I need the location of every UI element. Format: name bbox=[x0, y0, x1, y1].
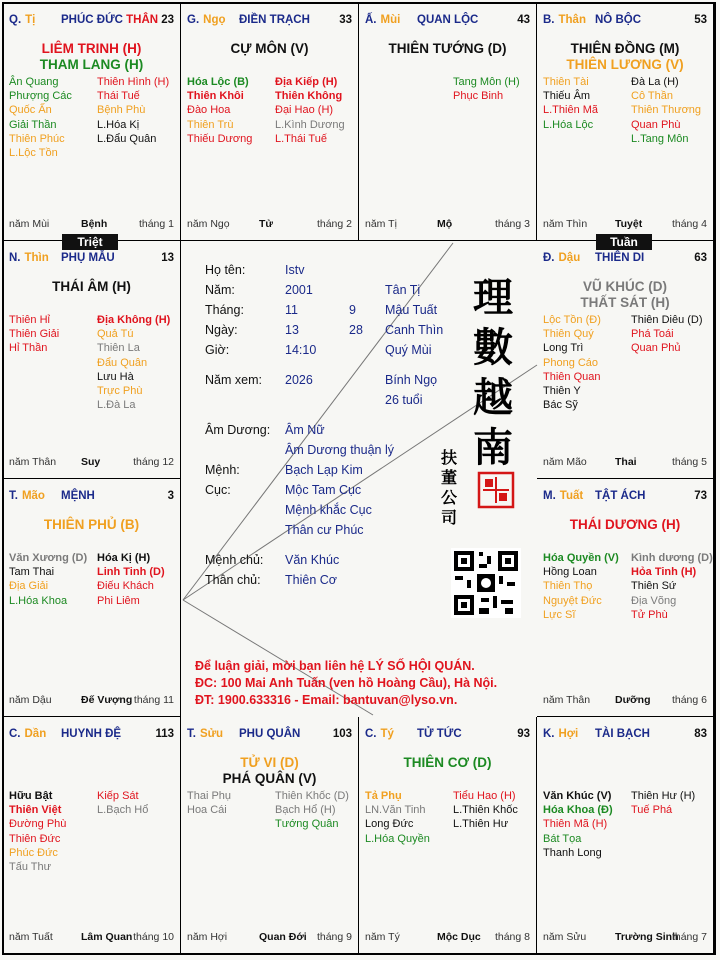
minor-star: Tả Phụ bbox=[365, 790, 402, 802]
ngay-am-value: Canh Thìn bbox=[385, 323, 444, 337]
minor-star: Giải Thần bbox=[9, 118, 57, 131]
than-chu-value: Thiên Cơ bbox=[285, 573, 337, 587]
minor-star: Thiên Quan bbox=[543, 370, 601, 383]
thang-value: 11 bbox=[285, 303, 298, 317]
palace-name-label: THIÊN DI bbox=[595, 252, 645, 264]
footer-stage: Mộc Dục bbox=[437, 931, 481, 943]
than-chu-label: Thân chủ: bbox=[205, 573, 261, 587]
ho-ten-label: Họ tên: bbox=[205, 263, 246, 277]
seal-stamp-icon bbox=[477, 471, 515, 509]
footer-stage: Dưỡng bbox=[615, 694, 651, 706]
minor-star: Địa Kiếp (H) bbox=[275, 76, 338, 88]
minor-star: Quả Tú bbox=[97, 328, 134, 341]
palace-age: 3 bbox=[167, 490, 174, 502]
footer-stage: Đế Vượng bbox=[81, 694, 133, 706]
minor-star: Địa Giải bbox=[9, 580, 49, 593]
footer-year: năm Thân bbox=[543, 694, 591, 706]
minor-star: Thiên Quý bbox=[543, 328, 594, 341]
than-cu: Thân cư Phúc bbox=[285, 523, 364, 537]
minor-star: Tuế Phá bbox=[631, 804, 673, 817]
minor-star: Phục Binh bbox=[453, 90, 504, 103]
minor-star: Trực Phù bbox=[97, 385, 143, 398]
minor-star: Thiên Phúc bbox=[9, 132, 65, 145]
chi-label: Sửu bbox=[199, 728, 223, 740]
chi-label: Tuất bbox=[559, 490, 584, 502]
minor-star: L.Thiên Khốc bbox=[453, 804, 518, 817]
footer-year: năm Mùi bbox=[9, 218, 50, 230]
palace-name-label: TẬT ÁCH bbox=[595, 490, 646, 502]
footer-stage: Quan Đới bbox=[259, 931, 307, 943]
minor-star: Bác Sỹ bbox=[543, 399, 578, 412]
can-label: Q. bbox=[9, 14, 22, 26]
minor-star: Văn Khúc (V) bbox=[543, 790, 612, 802]
palace-name-label: PHỤ MẪU bbox=[61, 252, 115, 264]
footer-month: tháng 12 bbox=[133, 456, 174, 468]
minor-star: L.Tang Môn bbox=[631, 132, 689, 145]
minor-star: Đường Phù bbox=[9, 818, 67, 831]
minor-star: Thiên Mã (H) bbox=[543, 818, 608, 831]
minor-star: Nguyệt Đức bbox=[543, 594, 602, 607]
tuan-tag: Tuần bbox=[596, 234, 652, 250]
minor-star: Phượng Các bbox=[9, 90, 72, 103]
center-info-panel bbox=[183, 243, 537, 715]
minor-star: L.Đà La bbox=[97, 399, 136, 412]
palace-name-label: PHU QUÂN bbox=[239, 728, 301, 740]
minor-star: Hữu Bật bbox=[9, 790, 53, 802]
minor-star: Cô Thần bbox=[631, 90, 673, 103]
footer-stage: Tử bbox=[259, 218, 274, 230]
footer-month: tháng 3 bbox=[494, 218, 530, 230]
palace-name-label: HUYNH ĐỆ bbox=[61, 728, 122, 740]
minor-star: Kiếp Sát bbox=[97, 790, 139, 802]
footer-year: năm Thân bbox=[9, 456, 57, 468]
palace-name-label: TỬ TỨC bbox=[417, 728, 462, 740]
contact-address: ĐC: 100 Mai Anh Tuấn (ven hồ Hoàng Cầu), Hà Nội. bbox=[195, 676, 498, 690]
minor-star: Địa Võng bbox=[631, 594, 677, 607]
palace-name-label: TÀI BẠCH bbox=[595, 728, 650, 740]
palace-age: 113 bbox=[155, 728, 174, 740]
qr-code-icon[interactable] bbox=[451, 548, 521, 618]
palace-name-label: PHÚC ĐỨC bbox=[61, 14, 123, 26]
nam-value: 2001 bbox=[285, 283, 313, 297]
nam-xem-label: Năm xem: bbox=[205, 373, 262, 387]
tuoi-value: 26 tuổi bbox=[385, 393, 423, 407]
chi-label: Thân bbox=[558, 14, 586, 26]
minor-star: L.Hóa Lộc bbox=[543, 118, 594, 131]
minor-star: Hồng Loan bbox=[543, 566, 597, 579]
minor-star: Thiên Thọ bbox=[543, 580, 593, 593]
menh-value: Bạch Lạp Kim bbox=[285, 463, 363, 477]
am-duong-label: Âm Dương: bbox=[205, 423, 271, 437]
footer-year: năm Tý bbox=[365, 931, 400, 943]
can-label: N. bbox=[9, 252, 21, 264]
minor-star: L.Hóa Quyền bbox=[365, 832, 430, 845]
footer-stage: Tuyệt bbox=[615, 218, 643, 230]
footer-month: tháng 1 bbox=[138, 218, 174, 230]
minor-star: Tử Phù bbox=[631, 608, 668, 621]
calligraphy-title bbox=[473, 273, 517, 473]
minor-star: Thiên Đức bbox=[9, 832, 61, 845]
minor-star: Thiên Việt bbox=[9, 804, 62, 817]
footer-year: năm Hợi bbox=[187, 931, 228, 943]
minor-star: Tam Thai bbox=[9, 566, 55, 579]
calligraphy-company bbox=[441, 448, 461, 528]
minor-star: L.Hóa Kị bbox=[97, 118, 140, 131]
minor-star: LN.Văn Tinh bbox=[365, 804, 426, 817]
gio-value: 14:10 bbox=[285, 343, 317, 357]
minor-star: Thái Tuế bbox=[97, 90, 140, 103]
minor-star: Bệnh Phù bbox=[97, 104, 146, 117]
palace-age: 93 bbox=[517, 728, 530, 740]
am-duong-value: Âm Nữ bbox=[285, 423, 325, 437]
minor-star: Đà La (H) bbox=[631, 76, 679, 88]
footer-month: tháng 8 bbox=[494, 931, 530, 943]
footer-year: năm Sửu bbox=[543, 931, 587, 943]
ho-ten-value: Istv bbox=[285, 263, 305, 277]
footer-stage: Lâm Quan bbox=[81, 931, 133, 943]
minor-star: Thiên Hư (H) bbox=[631, 790, 696, 802]
ngay-am-so: 28 bbox=[349, 323, 363, 337]
contact-phone-email[interactable]: ĐT: 1900.633316 - Email: bantuvan@lyso.vn. bbox=[195, 693, 458, 707]
main-star: PHÁ QUÂN (V) bbox=[222, 771, 317, 786]
menh-chu-value: Văn Khúc bbox=[285, 553, 340, 567]
footer-month: tháng 9 bbox=[316, 931, 352, 943]
footer-stage: Suy bbox=[81, 456, 101, 468]
than-badge: THÂN bbox=[126, 14, 159, 26]
main-star: THÁI DƯƠNG (H) bbox=[569, 517, 681, 532]
footer-year: năm Tuất bbox=[9, 931, 53, 943]
menh-chu-label: Mệnh chủ: bbox=[205, 553, 264, 567]
minor-star: Thiên Khôi bbox=[187, 90, 244, 103]
can-label: M. bbox=[543, 490, 556, 502]
calligraphy-small-text: 扶董公司 bbox=[441, 448, 458, 527]
minor-star: Thiên La bbox=[97, 342, 140, 355]
minor-star: Quan Phù bbox=[631, 118, 681, 131]
minor-star: Tấu Thư bbox=[9, 861, 52, 874]
can-label: Đ. bbox=[543, 252, 555, 264]
minor-star: Thai Phụ bbox=[187, 790, 232, 802]
minor-star: L.Thiên Hư bbox=[453, 818, 509, 831]
minor-star: L.Hóa Khoa bbox=[9, 594, 68, 607]
minor-star: Bạch Hổ (H) bbox=[275, 804, 336, 817]
main-star: THIÊN CƠ (D) bbox=[403, 755, 492, 770]
chi-label: Hợi bbox=[558, 728, 579, 740]
chi-label: Tị bbox=[25, 14, 36, 26]
chi-label: Dậu bbox=[558, 252, 581, 264]
footer-stage: Mộ bbox=[437, 218, 453, 230]
minor-star: Hóa Quyền (V) bbox=[543, 552, 619, 564]
nam-xem-value: 2026 bbox=[285, 373, 313, 387]
chi-label: Mùi bbox=[380, 14, 401, 26]
minor-star: Thiên Khốc (D) bbox=[275, 790, 349, 802]
nam-am-value: Tân Tị bbox=[385, 283, 421, 297]
footer-month: tháng 7 bbox=[671, 931, 707, 943]
main-star: LIÊM TRINH (H) bbox=[41, 41, 142, 56]
main-star: THAM LANG (H) bbox=[39, 57, 144, 72]
menh-label: Mệnh: bbox=[205, 463, 240, 477]
footer-year: năm Mão bbox=[543, 456, 587, 468]
minor-star: Thiếu Dương bbox=[187, 132, 253, 145]
cuc-label: Cục: bbox=[205, 483, 231, 497]
minor-star: Thiên Tài bbox=[543, 76, 589, 88]
minor-star: Thiên Trù bbox=[187, 118, 234, 131]
footer-year: năm Dậu bbox=[9, 694, 52, 706]
chi-label: Tý bbox=[380, 728, 394, 740]
minor-star: Lưu Hà bbox=[97, 370, 134, 383]
main-star: THIÊN TƯỚNG (D) bbox=[388, 41, 507, 56]
ngay-label: Ngày: bbox=[205, 323, 238, 337]
footer-year: năm Thìn bbox=[543, 218, 588, 230]
gio-label: Giờ: bbox=[205, 343, 230, 357]
chi-label: Thìn bbox=[24, 252, 49, 264]
palace-name-label: NÔ BỘC bbox=[595, 14, 641, 26]
footer-month: tháng 4 bbox=[671, 218, 707, 230]
footer-month: tháng 10 bbox=[133, 931, 174, 943]
palace-age: 103 bbox=[332, 728, 352, 740]
palace-name-label: MỆNH bbox=[61, 490, 95, 502]
main-star: VŨ KHÚC (D) bbox=[583, 279, 667, 294]
palace-age: 43 bbox=[517, 14, 530, 26]
minor-star: Thiên Không bbox=[275, 90, 343, 103]
main-star: THÁI ÂM (H) bbox=[52, 279, 131, 294]
minor-star: Lộc Tồn (Đ) bbox=[543, 314, 601, 326]
minor-star: L.Bạch Hổ bbox=[97, 804, 149, 817]
can-label: C. bbox=[9, 728, 21, 740]
main-star: TỬ VI (D) bbox=[240, 755, 299, 770]
minor-star: Điếu Khách bbox=[97, 580, 154, 593]
minor-star: Hóa Khoa (Đ) bbox=[543, 804, 613, 817]
minor-star: Hoa Cái bbox=[187, 804, 227, 817]
main-star: THIÊN ĐỒNG (M) bbox=[570, 41, 680, 56]
palace-age: 33 bbox=[339, 14, 352, 26]
minor-star: Quốc Ấn bbox=[9, 104, 52, 117]
minor-star: Thiên Giải bbox=[9, 328, 60, 341]
am-duong-note: Âm Dương thuận lý bbox=[285, 443, 394, 457]
nam-xem-am-value: Bính Ngọ bbox=[385, 373, 438, 387]
gio-am-value: Quý Mùi bbox=[385, 343, 432, 357]
footer-month: tháng 6 bbox=[671, 694, 707, 706]
thang-label: Tháng: bbox=[205, 303, 244, 317]
minor-star: Ân Quang bbox=[9, 76, 59, 88]
minor-star: Địa Không (H) bbox=[97, 314, 171, 326]
cuc-value: Mộc Tam Cục bbox=[285, 483, 362, 497]
minor-star: L.Thiên Mã bbox=[543, 104, 599, 117]
minor-star: Bát Tọa bbox=[543, 832, 582, 845]
minor-star: Lực Sĩ bbox=[543, 608, 576, 621]
palace-age: 83 bbox=[694, 728, 707, 740]
footer-year: năm Tị bbox=[365, 218, 397, 230]
minor-star: Đào Hoa bbox=[187, 104, 231, 117]
minor-star: Thiên Diêu (D) bbox=[631, 314, 703, 326]
minor-star: Thiếu Âm bbox=[543, 90, 591, 103]
minor-star: Thanh Long bbox=[543, 846, 602, 859]
minor-star: Thiên Hình (H) bbox=[97, 76, 170, 88]
footer-month: tháng 2 bbox=[316, 218, 352, 230]
minor-star: Phúc Đức bbox=[9, 846, 58, 859]
minor-star: Thiên Hỉ bbox=[9, 314, 50, 326]
minor-star: Quan Phủ bbox=[631, 342, 681, 355]
palace-name-label: QUAN LỘC bbox=[417, 14, 479, 26]
minor-star: Tang Môn (H) bbox=[453, 76, 520, 88]
minor-star: Long Trì bbox=[543, 342, 584, 355]
triet-tag: Triệt bbox=[62, 234, 118, 250]
main-star: THẤT SÁT (H) bbox=[580, 295, 670, 310]
chi-label: Ngọ bbox=[203, 14, 226, 26]
can-label: C. bbox=[365, 728, 377, 740]
footer-stage: Bệnh bbox=[81, 218, 108, 230]
minor-star: Thiên Thương bbox=[631, 104, 702, 117]
thang-am-value: Mậu Tuất bbox=[385, 303, 438, 317]
minor-star: Hỉ Thần bbox=[9, 342, 48, 355]
minor-star: Linh Tinh (D) bbox=[97, 566, 165, 579]
can-label: K. bbox=[543, 728, 555, 740]
minor-star: Phi Liêm bbox=[97, 594, 140, 607]
palace-age: 13 bbox=[161, 252, 174, 264]
main-star: THIÊN LƯƠNG (V) bbox=[566, 57, 684, 72]
chi-label: Dần bbox=[24, 728, 47, 740]
calligraphy-text: 理數越南 bbox=[473, 274, 513, 471]
minor-star: Long Đức bbox=[365, 818, 414, 831]
minor-star: Hỏa Tinh (H) bbox=[631, 566, 697, 579]
footer-month: tháng 5 bbox=[671, 456, 707, 468]
footer-stage: Trường Sinh bbox=[615, 931, 679, 943]
ngay-value: 13 bbox=[285, 323, 299, 337]
minor-star: Phá Toái bbox=[631, 328, 674, 341]
thang-am-so: 9 bbox=[349, 303, 356, 317]
minor-star: Đại Hao (H) bbox=[275, 104, 334, 117]
main-star: CỰ MÔN (V) bbox=[230, 41, 309, 56]
minor-star: Thiên Y bbox=[543, 385, 581, 398]
nam-label: Năm: bbox=[205, 283, 235, 297]
minor-star: Phong Cáo bbox=[543, 356, 599, 369]
minor-star: L.Thái Tuế bbox=[275, 132, 327, 145]
footer-month: tháng 11 bbox=[133, 694, 174, 706]
minor-star: Kình dương (D) bbox=[631, 552, 713, 564]
palace-name-label: ĐIỀN TRẠCH bbox=[239, 14, 310, 26]
minor-star: L.Kình Dương bbox=[275, 118, 345, 131]
footer-stage: Thai bbox=[615, 456, 637, 468]
cuc-relation: Mệnh khắc Cục bbox=[285, 503, 372, 517]
can-label: B. bbox=[543, 14, 555, 26]
minor-star: L.Đẩu Quân bbox=[97, 132, 157, 145]
can-label: T. bbox=[187, 728, 196, 740]
palace-age: 73 bbox=[694, 490, 707, 502]
can-label: T. bbox=[9, 490, 18, 502]
can-label: Ấ. bbox=[365, 14, 377, 26]
minor-star: Tiểu Hao (H) bbox=[453, 790, 516, 802]
minor-star: L.Lộc Tồn bbox=[9, 147, 58, 160]
footer-year: năm Ngọ bbox=[187, 218, 230, 230]
minor-star: Hóa Kị (H) bbox=[97, 552, 151, 564]
palace-age: 53 bbox=[694, 14, 707, 26]
can-label: G. bbox=[187, 14, 200, 26]
minor-star: Văn Xương (D) bbox=[9, 552, 88, 564]
palace-age: 23 bbox=[161, 14, 174, 26]
palace-age: 63 bbox=[694, 252, 707, 264]
minor-star: Tướng Quân bbox=[275, 818, 339, 831]
minor-star: Hóa Lộc (B) bbox=[187, 76, 249, 88]
main-star: THIÊN PHỦ (B) bbox=[43, 517, 140, 532]
minor-star: Thiên Sứ bbox=[631, 580, 677, 593]
chi-label: Mão bbox=[21, 490, 45, 502]
contact-line-1: Để luận giải, mời bạn liên hệ LÝ SỐ HỘI QUÁN. bbox=[195, 659, 475, 673]
minor-star: Đẩu Quân bbox=[97, 356, 148, 369]
